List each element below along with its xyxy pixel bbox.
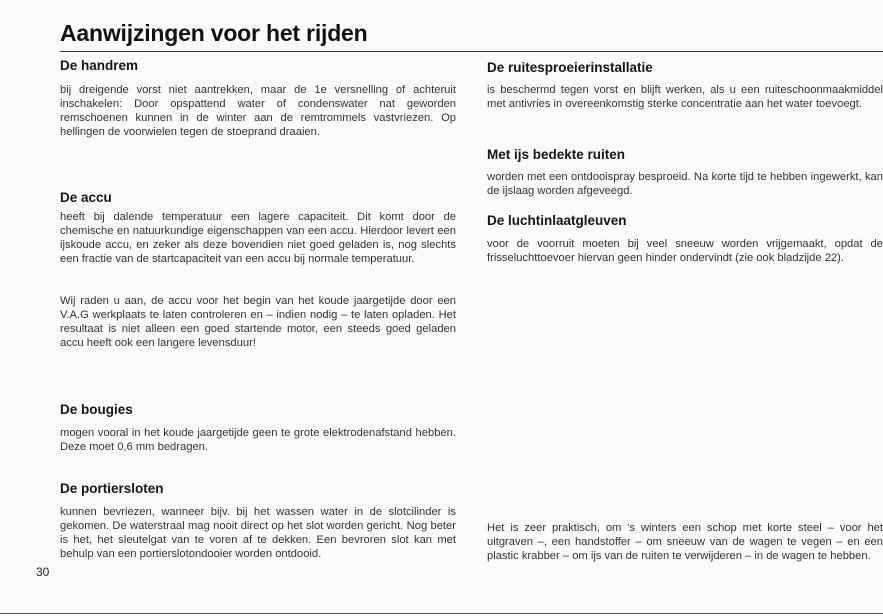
section-heading-accu: De accu xyxy=(60,190,112,205)
section-text-ruitesproeier: is beschermd tegen vorst en blijft werken, als u een ruiteschoonmaakmiddel met antivries in overeenkomstig sterke concentratie aan het water toevoegt. xyxy=(487,84,883,110)
section-text-ijs-ruiten: worden met een ontdooispray besproeid. Na korte tijd te hebben ingewerkt, kan de ijslaag worden afgeveegd. xyxy=(487,171,883,197)
section-heading-handrem: De handrem xyxy=(60,58,139,73)
page-title: Aanwijzingen voor het rijden xyxy=(60,20,368,46)
bottom-divider xyxy=(0,613,883,614)
section-text-handrem: bij dreigende vorst niet aantrekken, maar de 1e versnelling of achteruit inschakelen: Door opspattend water of condenswater nat geworden remschoenen kunnen in de winter aan de remtrommels vastvriezen. Op hellingen de voorwielen tegen de stoeprand draaien. xyxy=(60,84,456,138)
section-heading-ijs-ruiten: Met ijs bedekte ruiten xyxy=(487,147,626,162)
section-heading-portiersloten: De portiersloten xyxy=(60,481,164,496)
section-text-accu-1: heeft bij dalende temperatuur een lagere capaciteit. Dit komt door de chemische en natuurkundige eigenschappen van een accu. Hierdoor levert een ijskoude accu, en zeker als deze bovendien niet goed geladen is, nog slechts een fractie van de startcapaciteit van een accu bij normale temperatuur. xyxy=(60,211,456,265)
page-number: 30 xyxy=(36,565,50,579)
section-heading-ruitesproeier: De ruitesproeierinstallatie xyxy=(487,60,653,75)
winter-tip-text: Het is zeer praktisch, om 's winters een schop met korte steel – voor het uitgraven –, een handstoffer – om sneeuw van de wagen te vegen – en een plastic krabber – om ijs van de ruiten te verwijderen – in de wagen te hebben. xyxy=(487,522,883,562)
section-text-luchtinlaat: voor de voorruit moeten bij veel sneeuw worden vrijgemaakt, opdat de frisseluchttoevoer hiervan geen hinder ondervindt (zie ook bladzijde 22). xyxy=(487,238,883,264)
section-heading-luchtinlaat: De luchtinlaatgleuven xyxy=(487,213,627,228)
section-text-accu-2: Wij raden u aan, de accu voor het begin van het koude jaargetijde door een V.A.G werkplaats te laten controleren en – indien nodig – te laten opladen. Het resultaat is niet alleen een goed startende motor, een steeds goed geladen accu heeft ook een langere levensduur! xyxy=(60,295,456,349)
section-heading-bougies: De bougies xyxy=(60,402,133,417)
section-text-portiersloten: kunnen bevriezen, wanneer bijv. bij het wassen water in de slotcilinder is gekomen. De waterstraal mag nooit direct op het slot worden gericht. Nog beter is het, het sleutelgat van te voren af te dekken. Een bevroren slot kan met behulp van een portierslotondooier worden ontdooid. xyxy=(60,506,456,560)
section-text-bougies: mogen vooral in het koude jaargetijde geen te grote elektrodenafstand hebben. Deze moet 0,6 mm bedragen. xyxy=(60,427,456,453)
title-divider xyxy=(60,51,883,52)
